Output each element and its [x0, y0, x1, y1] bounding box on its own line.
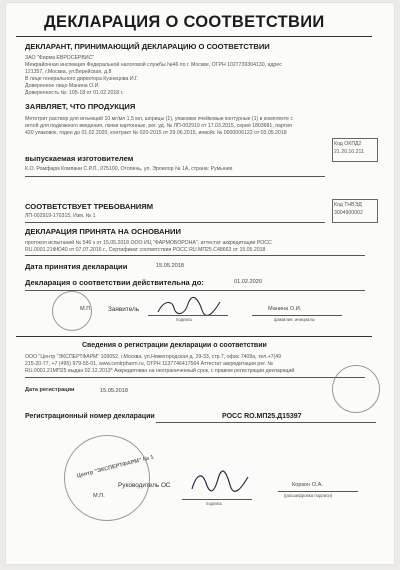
basis-heading: ДЕКЛАРАЦИЯ ПРИНЯТА НА ОСНОВАНИИ	[25, 227, 181, 236]
declarant-line: Доверенное лицо Манина О.И.	[25, 83, 100, 89]
page-title: ДЕКЛАРАЦИЯ О СООТВЕТСТВИИ	[44, 13, 325, 31]
manufacturer-underline	[25, 176, 325, 177]
acceptance-label: Дата принятия декларации	[25, 262, 128, 271]
declaration-page	[6, 3, 394, 564]
applicant-signature-line	[148, 315, 228, 316]
head-name-caption: (расшифровка подписи)	[284, 493, 333, 498]
registration-number-underline	[156, 422, 376, 423]
head-name-line	[278, 491, 358, 492]
declarant-line: ЗАО "Фирма ЕВРОСЕРВИС"	[25, 55, 95, 61]
applicant-sign-caption: подпись	[176, 317, 193, 322]
basis-line: протокол испытаний № 546 з от 15.05.2018 ООО ИЦ "ФАРМОБОРОНА", аттестат аккредитации РОСС	[25, 240, 272, 246]
validity-label: Декларация о соответствии действительна до:	[25, 278, 204, 287]
head-label: Руководитель ОС	[118, 482, 171, 489]
head-sign-caption: подпись	[206, 501, 223, 506]
registration-divider-top	[16, 336, 372, 337]
product-line: 420 упаковок, годен до 01.02.2020, контракт № 020-2015 от 29.06.2015, инвойс № 0000006122 от 03.05.2018	[25, 130, 287, 136]
requirements-line: ЛП-002919-170315, Изм. № 1	[25, 213, 96, 219]
declarant-line: Доверенность №: 105-18 от 01.02.2018 г.	[25, 90, 124, 96]
registration-stamp	[332, 365, 380, 413]
registration-line: RU.0001.21МП25 выдан 02.12.2013* Аккредитован на неограниченный срок, с правом регистрации деклараций	[25, 368, 295, 374]
registration-number-label: Регистрационный номер декларации	[25, 413, 155, 420]
head-signature-line	[182, 499, 252, 500]
product-heading: ЗАЯВЛЯЕТ, ЧТО ПРОДУКЦИЯ	[25, 102, 136, 111]
registration-line: ООО "Центр "ЭКСПЕРТФАРМ" 109052, г.Москва, ул.Нижегородская д. 29-33, стр.7, офис 7409а, тел.+7(49	[25, 354, 281, 360]
tnved-value: 3004900002	[334, 210, 363, 216]
product-line: иглой для подкожного введения, пачки картонные, рег. уд. № ЛП-002919 от 17.03.2015, серия 1803681, партия	[25, 123, 292, 129]
applicant-label: Заявитель	[108, 306, 140, 313]
registration-date: 15.05.2018	[100, 388, 128, 394]
requirements-underline	[25, 222, 325, 223]
registration-underline	[25, 377, 365, 378]
registration-number: РОСС RO.МП25.Д15397	[222, 413, 302, 420]
center-stamp-text: Центр "ЭКСПЕРТФАРМ" № 1	[76, 454, 155, 480]
acceptance-date: 15.05.2018	[156, 263, 184, 269]
applicant-name-line	[252, 315, 342, 316]
tnved-label: Код ТНВЭД	[334, 202, 362, 208]
footer-mp: М.П.	[93, 493, 105, 499]
basis-underline	[25, 255, 365, 256]
sign-block-mp: М.П.	[80, 306, 92, 312]
registration-heading: Сведения о регистрации декларации о соответствии	[82, 342, 267, 349]
title-divider	[16, 36, 372, 37]
basis-line: RU.0001.21ФЮ40 от 07.07.2016 г., Сертификат соответствия РОСС RU.МП25.С48663 от 15.05.2018	[25, 247, 266, 253]
declarant-line: В лице генерального директора Кузнецова И.Г.	[25, 76, 139, 82]
product-line: Метотрит раствор для инъекций 10 мг/мл 1,5 мл, шприцы (1), упаковки ячейковые контурные (1) в комплекте с	[25, 116, 293, 122]
head-signature-icon	[186, 469, 252, 497]
declarant-heading: ДЕКЛАРАНТ, ПРИНИМАЮЩИЙ ДЕКЛАРАЦИЮ О СООТВЕТСТВИИ	[25, 42, 270, 51]
declarant-line: Межрайонная инспекция Федеральной налоговой службы №46 по г. Москве, ОГРН 1027739304130, адрес	[25, 62, 282, 68]
head-name: Корзон О.А.	[292, 482, 323, 488]
registration-line: 215-20-77, +7 (495) 979-55-01, www.centrpharm.ru, ОГРН 1137746417564 Аттестат аккредитации рег. №	[25, 361, 273, 367]
manufacturer-line: К.О. Ромфарм Компани С.Р.Л., 075100, Отопень, ул. Эроилор № 1А, страна: Румыния	[25, 166, 233, 172]
okpd-label: Код ОКПД2	[334, 141, 362, 147]
applicant-name-caption: фамилия, инициалы	[274, 317, 315, 322]
requirements-heading: СООТВЕТСТВУЕТ ТРЕБОВАНИЯМ	[25, 202, 154, 211]
validity-date: 01.02.2020	[234, 279, 262, 285]
declarant-line: 121357, г.Москва, ул.Верейская, д.8	[25, 69, 112, 75]
registration-date-label: Дата регистрации	[25, 387, 75, 393]
okpd-value: 21.20.10.211	[334, 149, 364, 155]
applicant-name: Манина О.И.	[268, 306, 302, 312]
manufacturer-heading: выпускаемая изготовителем	[25, 154, 134, 163]
